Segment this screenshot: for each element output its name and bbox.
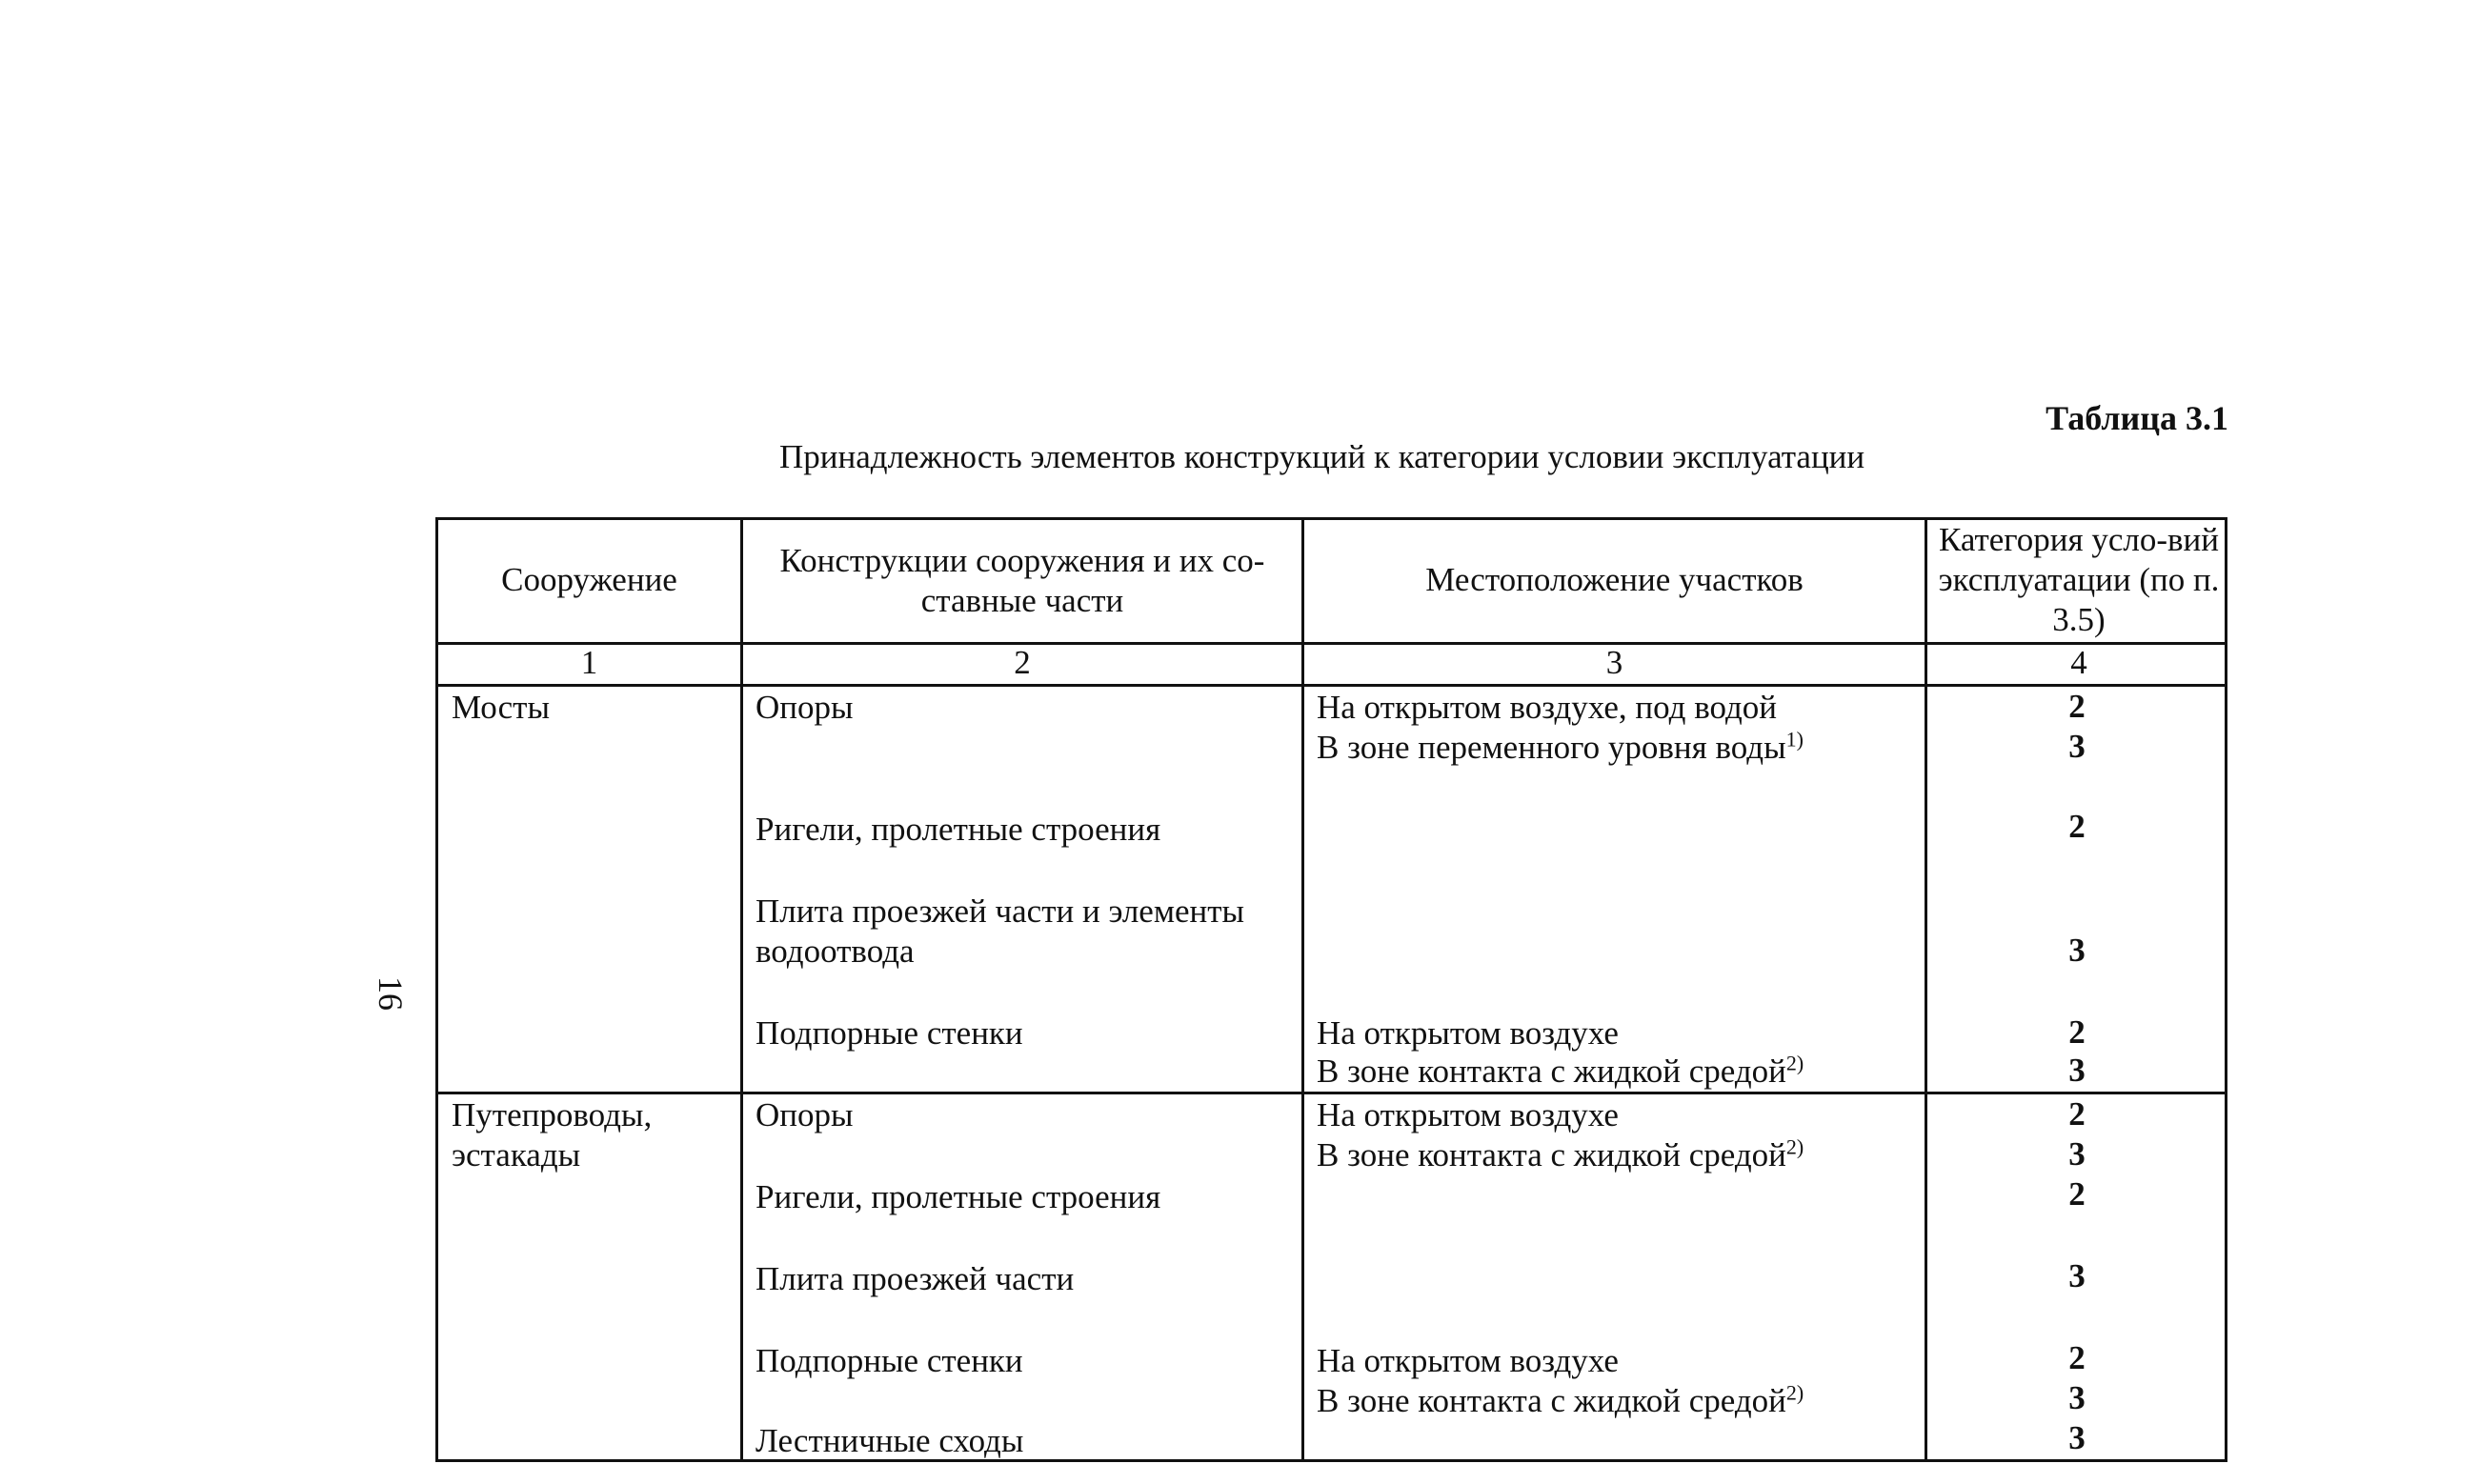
structure-part: Опоры	[756, 689, 854, 726]
location-text: На открытом воздухе	[1317, 1014, 1619, 1052]
location-text: В зоне контакта с жидкой средой$^{2)}$	[1317, 1134, 1804, 1173]
page-number: 16	[372, 976, 410, 1011]
location-text: В зоне контакта с жидкой средой$^{2)}$	[1317, 1380, 1804, 1419]
structure-name-continued: эстакады	[452, 1136, 581, 1173]
header-location: Местоположение участков	[1425, 561, 1804, 598]
column-number: 3	[1605, 644, 1623, 681]
location-text: В зоне контакта с жидкой средой$^{2)}$	[1317, 1051, 1804, 1090]
category-value: 3	[2068, 1419, 2086, 1456]
group-divider	[438, 1092, 2225, 1094]
conditions-table	[435, 517, 2227, 1462]
location-text: На открытом воздухе, под водой	[1317, 689, 1778, 726]
category-value: 3	[2068, 1379, 2086, 1416]
category-value: 3	[2068, 1135, 2086, 1173]
table-label: Таблица 3.1	[2046, 399, 2228, 437]
structure-part: Ригели, пролетные строения	[756, 811, 1161, 848]
location-text: На открытом воздухе	[1317, 1342, 1619, 1379]
location-text: В зоне переменного уровня воды$^{1)}$	[1317, 727, 1804, 766]
structure-part: Подпорные стенки	[756, 1014, 1023, 1052]
structure-part: Лестничные сходы	[756, 1422, 1024, 1459]
number-row-divider	[438, 684, 2225, 687]
table-caption: Принадлежность элементов конструкций к категории условии эксплуатации	[779, 438, 1865, 475]
structure-part-continued: водоотвода	[756, 933, 915, 970]
structure-part: Опоры	[756, 1096, 854, 1133]
category-value: 3	[2068, 932, 2086, 969]
category-value: 2	[2068, 688, 2086, 725]
column-number: 4	[2070, 644, 2087, 681]
footnote-mark: 1)	[1785, 727, 1804, 752]
footnote-mark: 2)	[1785, 1051, 1804, 1075]
structure-part: Плита проезжей части и элементы	[756, 892, 1245, 930]
category-value: 3	[2068, 1257, 2086, 1294]
category-value: 3	[2068, 728, 2086, 765]
structure-part: Плита проезжей части	[756, 1260, 1075, 1297]
category-value: 2	[2068, 1175, 2086, 1213]
column-number: 2	[1014, 644, 1031, 681]
structure-part: Ригели, пролетные строения	[756, 1178, 1161, 1215]
category-value: 2	[2068, 1013, 2086, 1051]
header-category: Категория усло-вий эксплуатации (по п. 3.5)	[1938, 521, 2220, 638]
category-value: 2	[2068, 808, 2086, 845]
header-structure: Сооружение	[501, 561, 677, 598]
category-value: 3	[2068, 1052, 2086, 1089]
column-number: 1	[580, 644, 598, 681]
structure-name: Мосты	[452, 689, 550, 726]
structure-part: Подпорные стенки	[756, 1342, 1023, 1379]
category-value: 2	[2068, 1095, 2086, 1133]
footnote-mark: 2)	[1785, 1380, 1804, 1405]
category-value: 2	[2068, 1339, 2086, 1376]
header-parts: Конструкции сооружения и их со-ставные части	[779, 542, 1265, 619]
location-text: На открытом воздухе	[1317, 1096, 1619, 1133]
footnote-mark: 2)	[1785, 1134, 1804, 1159]
structure-name: Путепроводы,	[452, 1096, 653, 1133]
